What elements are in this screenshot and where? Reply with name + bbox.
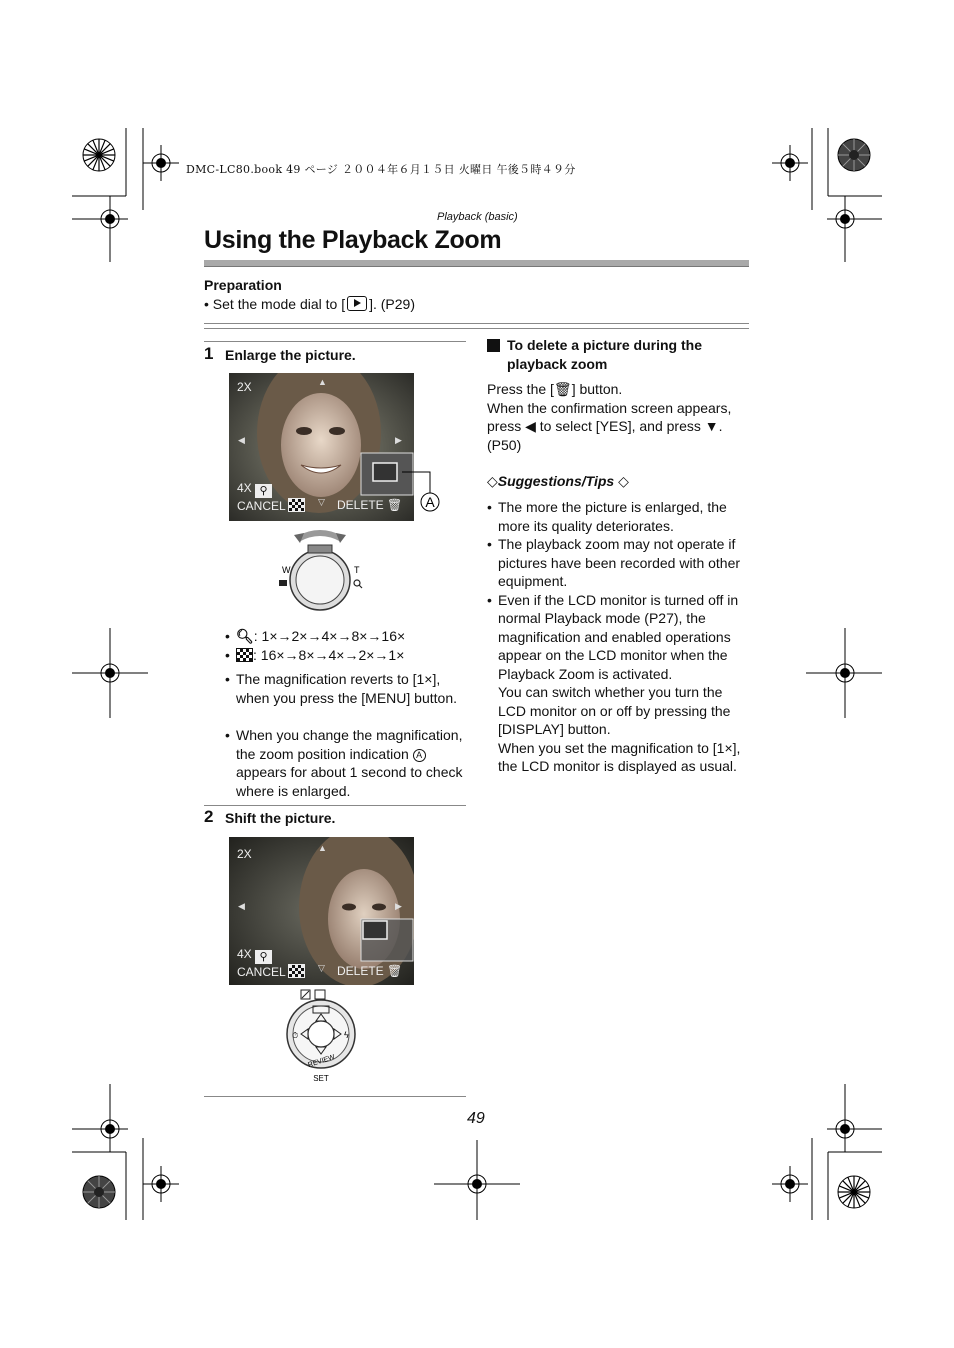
delete-label-group	[337, 498, 402, 512]
file-info-header: DMC-LC80.book 49 ページ ２００４年６月１５日 火曜日 午後５時４９分	[186, 163, 576, 176]
tip-text: The more the picture is enlarged, the more its quality deteriorates.	[498, 499, 727, 534]
delete-label: DELETE	[337, 964, 384, 978]
preparation-text-before: • Set the mode dial to [	[204, 296, 346, 312]
arrow-right-icon: ▶	[395, 435, 402, 445]
arrow-left-icon: ◀	[238, 901, 245, 911]
bullet-position-text-b: appears for about 1 second to check where is enlarged.	[236, 764, 463, 799]
bullet-reverts-text: The magnification reverts to [1×], when you press the [MENU] button.	[236, 671, 457, 706]
page-number: 49	[467, 1110, 485, 1127]
delete-press-before: Press the [	[487, 381, 554, 397]
tip-item: • Even if the LCD monitor is turned off in normal Playback mode (P27), the magnification and enabled operations appear on the LCD monitor when the Playback Zoom is activated.	[487, 591, 739, 682]
delete-label: DELETE	[337, 498, 384, 512]
preparation-text-after: ]. (P29)	[369, 296, 415, 312]
arrow-left-icon: ◀	[238, 435, 245, 445]
callout-a	[400, 465, 445, 515]
arrow-right-icon: ▶	[395, 901, 402, 911]
bullet-position-text-a: When you change the magnification, the zoom position indication	[236, 727, 463, 762]
arrow-down-icon: ▽	[318, 963, 325, 973]
trash-icon: 🗑	[387, 498, 403, 512]
lever-w-label: W	[282, 565, 291, 575]
delete-section	[487, 336, 749, 454]
checker-icon	[236, 648, 253, 662]
delete-instructions: When the confirmation screen appears, press ◀ to select [YES], and press ▼. (P50)	[487, 399, 732, 453]
delete-section-title	[487, 336, 749, 374]
step1-rule	[204, 341, 466, 342]
delete-section-body	[487, 380, 749, 454]
section-rule-bottom	[204, 328, 749, 329]
lever-t-label: T	[354, 565, 360, 575]
step1-title: Enlarge the picture.	[225, 347, 356, 363]
zoom-level-top: 2X	[237, 380, 252, 394]
tips-section	[487, 473, 749, 776]
section-square-icon	[487, 339, 500, 352]
step2-number: 2	[204, 807, 214, 826]
tip-text: The playback zoom may not operate if pictures have been recorded with other equipment.	[498, 536, 741, 589]
page-title: Using the Playback Zoom	[204, 226, 502, 254]
zoom-in-icon: ⚲	[255, 950, 272, 964]
svg-text:ϟ: ϟ	[344, 1030, 349, 1040]
tip-extra-paragraph: When you set the magnification to [1×], the LCD monitor is displayed as usual.	[498, 739, 741, 774]
review-label: REVIEW	[307, 1053, 336, 1070]
wide-checker-icon	[279, 580, 287, 586]
delete-press-after: ] button.	[571, 381, 623, 397]
zoom-in-icon: ⚲	[255, 484, 272, 498]
svg-text:⏱: ⏱	[292, 1031, 299, 1040]
delete-label-group	[337, 964, 402, 978]
preparation-title: Preparation	[204, 277, 282, 293]
cancel-label: CANCEL	[237, 499, 286, 513]
tip-item: • The playback zoom may not operate if pictures have been recorded with other equipment.	[487, 536, 741, 589]
tips-list	[487, 498, 749, 776]
cancel-label-group	[237, 964, 305, 979]
cancel-label-group	[237, 498, 305, 513]
lcd-screen-zoom	[229, 373, 414, 521]
zoom-level-top: 2X	[237, 847, 252, 861]
step2-bottom-rule	[204, 1096, 466, 1097]
zoom-out-checker-icon	[288, 964, 305, 978]
bullet-position-indication: • When you change the magnification, the zoom position indication A appears for about 1 second to check where is enlarged.	[225, 727, 463, 799]
preparation-text	[204, 296, 415, 312]
tip-extra-paragraph: You can switch whether you turn the LCD monitor on or off by pressing the [DISPLAY] button.	[498, 684, 731, 737]
step2-title: Shift the picture.	[225, 810, 336, 826]
callout-a-label: A	[425, 494, 435, 510]
zoom-out-sequence: : 16×→8×→4×→2×→1×	[253, 647, 405, 663]
zoom-in-sequence: : 1×→2×→4×→8×→16×	[253, 628, 406, 644]
arrow-up-icon: ▲	[318, 377, 327, 387]
tip-item: • The more the picture is enlarged, the more its quality deteriorates.	[487, 499, 727, 534]
bullet-reverts: • The magnification reverts to [1×], when you press the [MENU] button.	[225, 670, 465, 707]
delete-section-title-text: To delete a picture during the playback zoom	[507, 337, 702, 372]
tips-title: ◇Suggestions/Tips ◇	[487, 473, 629, 489]
arrow-up-icon: ▲	[318, 843, 327, 853]
trash-icon: 🗑	[387, 964, 403, 978]
arrow-down-icon: ▽	[318, 497, 325, 507]
circled-a-icon: A	[413, 749, 426, 762]
step1-number: 1	[204, 344, 214, 363]
cursor-pad-illustration	[280, 988, 362, 1086]
section-rule-top	[204, 323, 749, 324]
review-small-icon	[315, 990, 325, 999]
lcd-screen-shift	[229, 837, 414, 985]
tip-text: Even if the LCD monitor is turned off in normal Playback mode (P27), the magnification and enabled operations appear on the LCD monitor when the Playback Zoom is activated.	[498, 591, 739, 682]
title-rule	[204, 260, 749, 267]
cancel-label: CANCEL	[237, 965, 286, 979]
magnifier-icon: 🔍︎	[236, 628, 254, 644]
trash-icon: 🗑	[553, 381, 572, 397]
zoom-level-bottom	[237, 947, 272, 964]
zoom-lever-illustration	[270, 525, 370, 617]
zoom-level-bottom-label: 4X	[237, 947, 252, 961]
zoom-out-checker-icon	[288, 498, 305, 512]
playback-mode-icon	[347, 296, 367, 311]
set-label: SET	[313, 1074, 329, 1083]
zoom-level-bottom	[237, 481, 272, 498]
zoom-level-bottom-label: 4X	[237, 481, 252, 495]
bullet-zoom-out: • : 16×→8×→4×→2×→1×	[225, 647, 405, 663]
running-head: Playback (basic)	[437, 211, 518, 223]
bullet-zoom-in: • 🔍︎: 1×→2×→4×→8×→16×	[225, 628, 406, 644]
step2-rule	[204, 805, 466, 806]
